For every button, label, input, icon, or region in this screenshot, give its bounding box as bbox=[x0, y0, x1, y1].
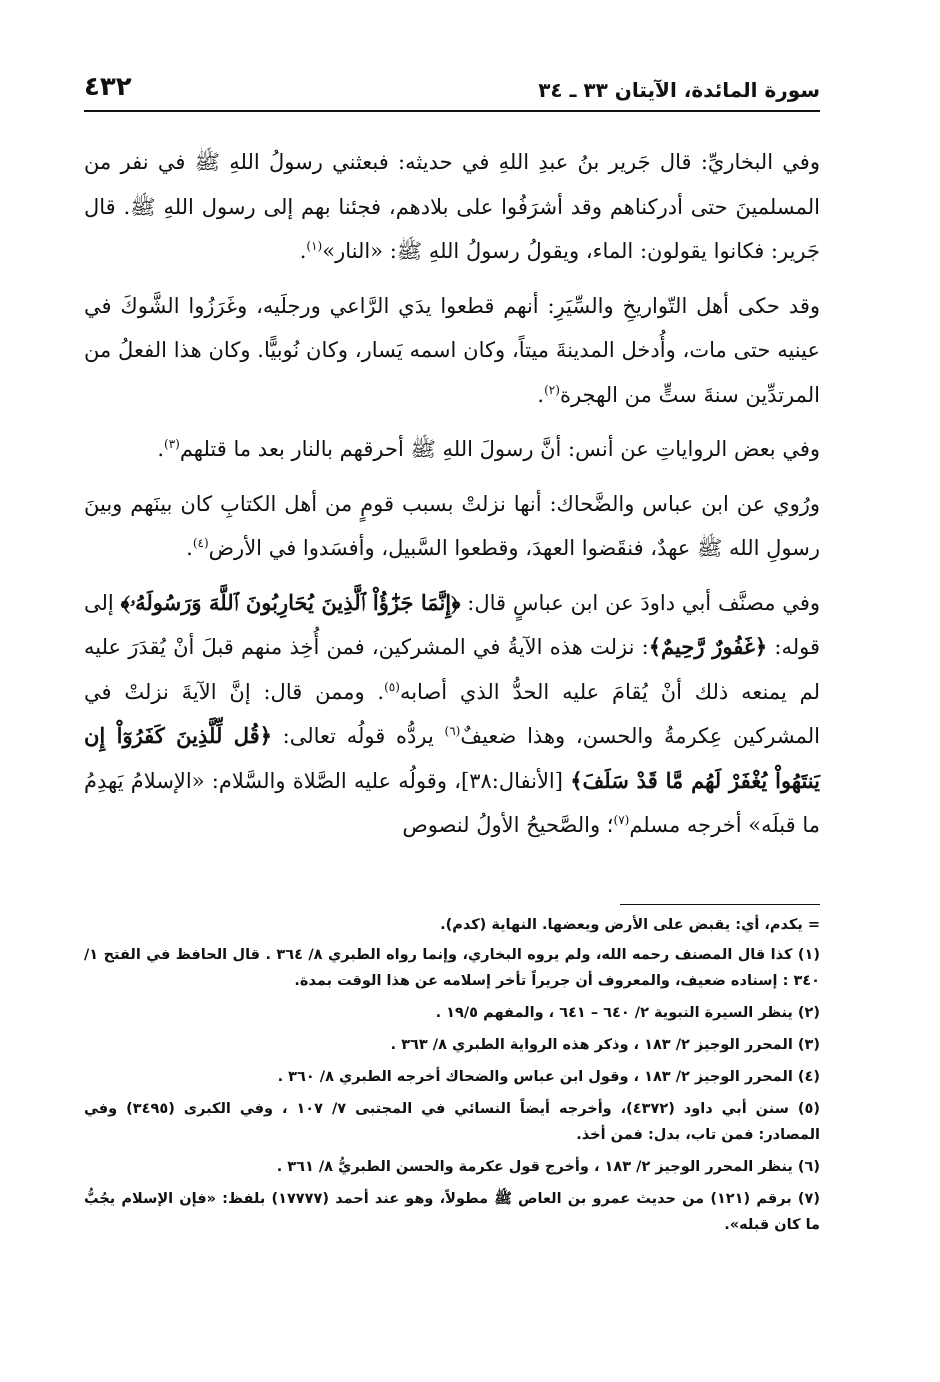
paragraph-2: وقد حكى أهل التّواريخِ والسِّيَرِ: أنهم قطعوا يدَي الرَّاعي ورجلَيه، وغَرَزُوا الشَّوكَ في عينيه حتى مات، وأُدخل المدينةَ ميتاً، وكان اسمه يَسار، وكان نُوبيًّا. وكان هذا الفعلُ من المرتدِّين سنةَ ستٍّ من الهجرة$^{(٢)}$. bbox=[84, 293, 820, 407]
running-title: سورة المائدة، الآيتان ٣٣ ـ ٣٤ bbox=[538, 78, 820, 102]
footnote-6: (٦) ينظر المحرر الوجيز ٢/ ١٨٣ ، وأخرج قول عكرمة والحسن الطبريُّ ٨/ ٣٦١ . bbox=[276, 1159, 820, 1175]
paragraph-3: وفي بعض الرواياتِ عن أنس: أنَّ رسولَ اللهِ ﷺ أحرقهم بالنار بعد ما قتلهم$^{(٣)}$. bbox=[157, 437, 820, 461]
footnote-continuation: = يكدم، أي: يقبض على الأرض ويعضها. النهاية (كدم). bbox=[440, 917, 820, 933]
header-rule bbox=[84, 110, 820, 112]
page-header bbox=[84, 62, 820, 102]
quran-verse-1: ﴿إِنَّمَا جَزَٰٓؤُاْ ٱلَّذِينَ يُحَارِبُونَ ٱللَّهَ وَرَسُولَهُۥ﴾ bbox=[120, 589, 461, 615]
footnote-ref-6[interactable]: (٦) bbox=[444, 724, 461, 738]
footnote-ref-5[interactable]: (٥) bbox=[384, 679, 400, 694]
footnote-1: (١) كذا قال المصنف رحمه الله، ولم يروه البخاري، وإنما رواه الطبري ٨/ ٣٦٤ . قال الحافظ في الفتح ١/ ٣٤٠ : إسناده ضعيف، والمعروف أن جريراً تأخر إسلامه عن هذا الوقت بمدة. bbox=[84, 947, 820, 989]
footnote-ref-1[interactable]: (١) bbox=[306, 239, 323, 253]
footnote-separator bbox=[620, 904, 820, 905]
footnote-ref-3[interactable]: (٣) bbox=[164, 437, 180, 451]
footnote-5: (٥) سنن أبي داود (٤٣٧٢)، وأخرجه أيضاً النسائي في المجتبى ٧/ ١٠٧ ، وفي الكبرى (٣٤٩٥) وفي المصادر: فمن تاب، بدل: فمن أخذ. bbox=[84, 1101, 820, 1143]
paragraph-1: وفي البخاريِّ: قال جَرير بنُ عبدِ اللهِ في حديثه: فبعثني رسولُ اللهِ ﷺ في نفر من المسلمينَ حتى أدركناهم وقد أشرَفُوا على بلادهم، فجئنا بهم إلى رسول اللهِ ﷺ. قال جَرير: فكانوا يقولون: الماء، ويقولُ رسولُ اللهِ ﷺ: «النار»$^{(١)}$. bbox=[84, 150, 820, 263]
page-number: ٤٣٢ bbox=[84, 72, 132, 102]
footnote-ref-7[interactable]: (٧) bbox=[613, 813, 630, 827]
quran-verse-2: ﴿غَفُورٌ رَّحِيمٌ﴾ bbox=[648, 634, 768, 659]
footnote-ref-4[interactable]: (٤) bbox=[192, 536, 209, 550]
footnote-7: (٧) برقم (١٢١) من حديث عمرو بن العاص ﷺ مطولاً، وهو عند أحمد (١٧٧٧٧) بلفظ: «فإن الإسلام يجُبُّ ما كان قبله». bbox=[84, 1191, 820, 1233]
footnote-2: (٢) ينظر السيرة النبوية ٢/ ٦٤٠ – ٦٤١ ، والمفهم ١٩/٥ . bbox=[435, 1005, 820, 1021]
footnote-3: (٣) المحرر الوجيز ٢/ ١٨٣ ، وذكر هذه الرواية الطبري ٨/ ٣٦٣ . bbox=[390, 1037, 820, 1053]
paragraph-4: ورُوي عن ابن عباس والضَّحاك: أنها نزلتْ بسبب قومٍ من أهل الكتابِ كان بينَهم وبينَ رسولِ الله ﷺ عهدٌ، فنقَضوا العهدَ، وقطعوا السَّبيل، وأفسَدوا في الأرض$^{(٤)}$. bbox=[84, 491, 820, 560]
quran-verse-3: ﴿قُل لِّلَّذِينَ كَفَرُوٓاْ إِن يَنتَهُواْ يُغْفَرْ لَهُم مَّا قَدْ سَلَفَ﴾ bbox=[84, 723, 820, 793]
footnote-4: (٤) المحرر الوجيز ٢/ ١٨٣ ، وقول ابن عباس والضحاك أخرجه الطبري ٨/ ٣٦٠ . bbox=[277, 1069, 820, 1085]
paragraph-5: وفي مصنَّف أبي داودَ عن ابن عباسٍ قال: ﴿إِنَّمَا جَزَٰٓؤُاْ ٱلَّذِينَ يُحَارِبُونَ ٱللَّهَ وَرَسُولَهُۥ﴾ إلى قوله: ﴿غَفُورٌ رَّحِيمٌ﴾: نزلت هذه الآيةُ في المشركين، فمن أُخِذ منهم قبلَ أنْ يُقدَرَ عليه لم يمنعه ذلك أنْ يُقامَ عليه الحدُّ الذي أصابه$^{(٥)}$. وممن قال: إنَّ الآيةَ نزلتْ في المشركين عِكرمةُ والحسن، وهذا ضعيفٌ$^{(٦)}$ يردُّه قولُه تعالى: ﴿قُل لِّلَّذِينَ كَفَرُوٓاْ إِن يَنتَهُواْ يُغْفَرْ لَهُم مَّا قَدْ سَلَفَ﴾ [الأنفال:٣٨]، وقولُه عليه الصَّلاة والسَّلام: «الإسلامُ يَهدِمُ ما قبلَه» أخرجه مسلم$^{(٧)}$؛ والصَّحيحُ الأولُ لنصوص bbox=[84, 589, 821, 837]
footnote-ref-2[interactable]: (٢) bbox=[544, 382, 560, 397]
footnotes bbox=[84, 912, 820, 1244]
main-text bbox=[84, 140, 820, 858]
